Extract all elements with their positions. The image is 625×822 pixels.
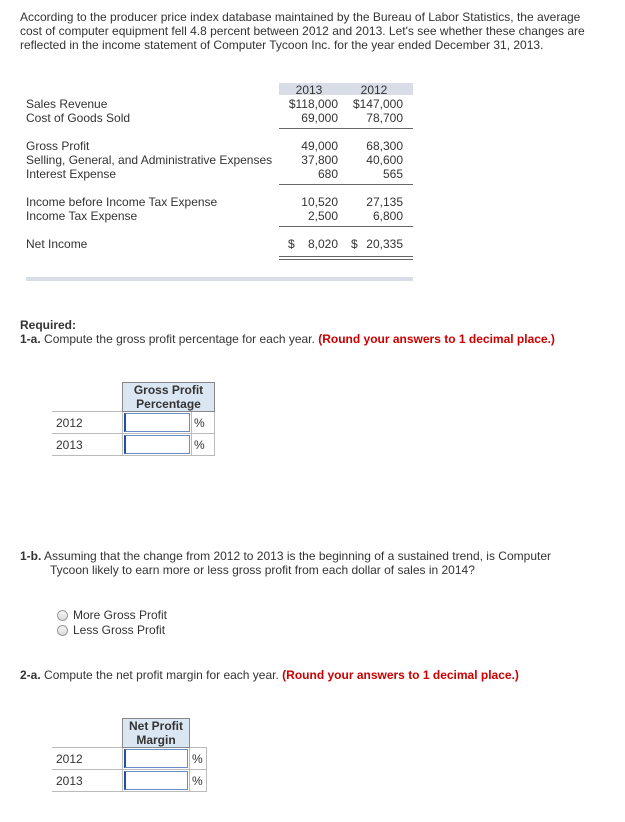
value-sga-2012: 40,600 — [366, 153, 403, 167]
value-sales-revenue-2012: $147,000 — [352, 97, 403, 111]
question-1a — [20, 332, 555, 346]
question-text-line2: Tycoon likely to earn more or less gross profit from each dollar of sales in 2014? — [50, 563, 475, 577]
percent-unit: % — [190, 748, 207, 770]
question-1b — [20, 549, 551, 577]
label-net-income: Net Income — [26, 237, 88, 251]
net-profit-2012-input[interactable] — [124, 749, 188, 768]
row-year-label: 2013 — [52, 770, 123, 792]
value-gross-profit-2012: 68,300 — [366, 139, 403, 153]
double-rule-top — [279, 256, 413, 257]
year-header-2013: 2013 — [295, 83, 323, 97]
percent-unit: % — [192, 434, 215, 456]
net-profit-2013-input[interactable] — [124, 771, 188, 790]
value-ibt-2012: 27,135 — [366, 195, 403, 209]
question-number: 1-a. — [20, 332, 41, 346]
question-text: Assuming that the change from 2012 to 2013 is the beginning of a sustained trend, is Computer — [44, 549, 551, 563]
year-header-2012: 2012 — [360, 83, 388, 97]
rounding-note: (Round your answers to 1 decimal place.) — [282, 668, 519, 682]
required-heading: Required: — [20, 318, 77, 332]
table-row — [52, 748, 206, 770]
radio-less-gross-profit[interactable] — [57, 623, 165, 637]
radio-more-gross-profit[interactable] — [57, 608, 167, 622]
net-profit-margin-table — [52, 718, 207, 792]
value-net-income-2013: 8,020 — [307, 237, 338, 251]
question-number: 2-a. — [20, 668, 41, 682]
value-tax-2013: 2,500 — [307, 209, 338, 223]
label-sga: Selling, General, and Administrative Expenses — [26, 153, 273, 167]
value-tax-2012: 6,800 — [372, 209, 403, 223]
statement-footer-bar — [26, 277, 413, 281]
table-row — [52, 770, 206, 792]
double-rule-bottom — [279, 259, 413, 260]
radio-label: Less Gross Profit — [73, 623, 166, 637]
value-ibt-2013: 10,520 — [301, 195, 338, 209]
currency-symbol: $ — [288, 237, 295, 251]
value-gross-profit-2013: 49,000 — [301, 139, 338, 153]
label-gross-profit: Gross Profit — [26, 139, 90, 153]
table-row — [52, 412, 215, 434]
rule-line — [279, 226, 413, 227]
label-income-before-tax: Income before Income Tax Expense — [26, 195, 218, 209]
radio-circle-icon[interactable] — [57, 625, 68, 636]
question-number: 1-b. — [20, 549, 42, 563]
gross-profit-2013-input[interactable] — [124, 435, 190, 454]
label-income-tax: Income Tax Expense — [26, 209, 138, 223]
table-row — [52, 434, 215, 456]
intro-paragraph: According to the producer price index database maintained by the Bureau of Labor Statistics, the average cost of computer equipment fell 4.8 percent between 2012 and 2013. Let's see whether these changes are reflected in the income statement of Computer Tycoon Inc. for the year ended December 31, 2013. — [20, 10, 585, 52]
row-year-label: 2012 — [52, 748, 123, 770]
currency-symbol: $ — [351, 237, 358, 251]
percent-unit: % — [190, 770, 207, 792]
label-cogs: Cost of Goods Sold — [26, 111, 131, 125]
gross-profit-table — [52, 382, 215, 456]
value-cogs-2012: 78,700 — [366, 111, 403, 125]
column-header: Gross Profit Percentage — [123, 383, 215, 412]
label-sales-revenue: Sales Revenue — [26, 97, 108, 111]
rule-line — [279, 128, 413, 129]
rounding-note: (Round your answers to 1 decimal place.) — [318, 332, 555, 346]
column-header: Net Profit Margin — [123, 719, 190, 748]
value-sales-revenue-2013: $118,000 — [288, 97, 338, 111]
value-net-income-2012: 20,335 — [366, 237, 403, 251]
label-interest: Interest Expense — [26, 167, 117, 181]
radio-circle-icon[interactable] — [57, 610, 68, 621]
question-text: Compute the gross profit percentage for each year. — [44, 332, 315, 346]
question-text: Compute the net profit margin for each year. — [44, 668, 279, 682]
row-year-label: 2012 — [52, 412, 123, 434]
percent-unit: % — [192, 412, 215, 434]
rule-line — [279, 184, 413, 185]
radio-label: More Gross Profit — [73, 608, 168, 622]
value-cogs-2013: 69,000 — [301, 111, 338, 125]
value-interest-2012: 565 — [382, 167, 403, 181]
gross-profit-2012-input[interactable] — [124, 413, 190, 432]
question-2a — [20, 668, 519, 682]
value-sga-2013: 37,800 — [301, 153, 338, 167]
row-year-label: 2013 — [52, 434, 123, 456]
value-interest-2013: 680 — [317, 167, 338, 181]
